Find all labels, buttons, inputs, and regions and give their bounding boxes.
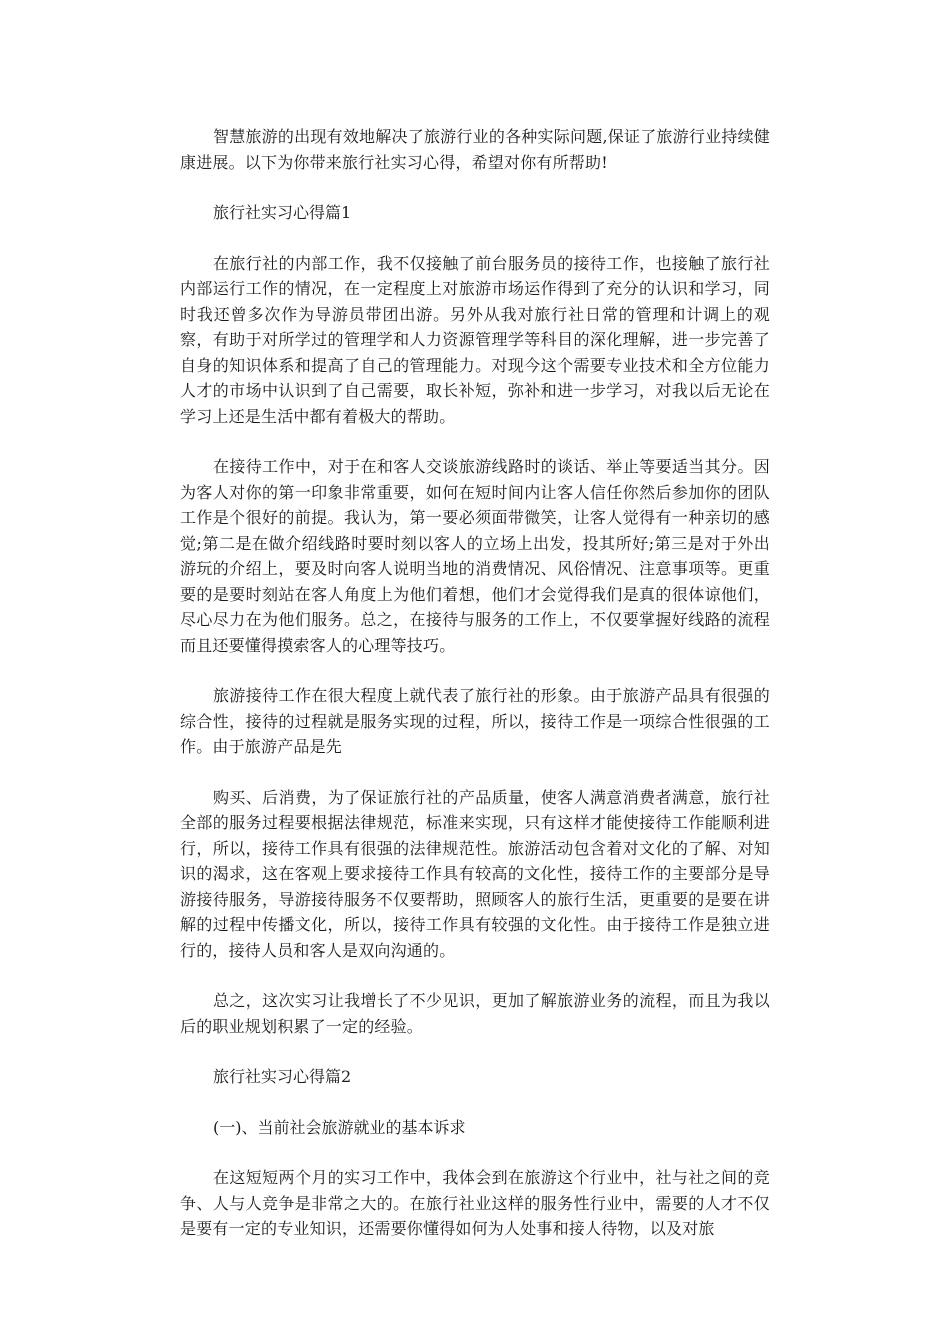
intro-paragraph: 智慧旅游的出现有效地解决了旅游行业的各种实际问题,保证了旅游行业持续健康进展。以下为你带来旅行社实习心得，希望对你有所帮助! bbox=[180, 127, 770, 172]
body-paragraph-1: 在旅行社的内部工作，我不仅接触了前台服务员的接待工作，也接触了旅行社内部运行工作的情况，在一定程度上对旅游市场运作得到了充分的认识和学习，同时我还曾多次作为导游员带团出游。另外从我对旅行社日常的管理和计调上的观察，有助于对所学过的管理学和人力资源管理学等科目的深化理解，进一步完善了自身的知识体系和提高了自己的管理能力。对现今这个需要专业技术和全方位能力人才的市场中认识到了自己需要，取长补短，弥补和进一步学习，对我以后无论在学习上还是生活中都有着极大的帮助。 bbox=[180, 253, 770, 426]
spacer bbox=[180, 226, 770, 251]
section-heading-1: 旅行社实习心得篇1 bbox=[213, 203, 352, 222]
document-page bbox=[180, 124, 770, 1242]
spacer bbox=[180, 429, 770, 454]
spacer bbox=[180, 963, 770, 988]
body-paragraph-4: 购买、后消费，为了保证旅行社的产品质量，使客人满意消费者满意，旅行社全部的服务过程要根据法律规范，标准来实现，只有这样才能使接待工作能顺利进行，所以，接待工作具有很强的法律规范性。旅游活动包含着对文化的了解、对知识的渴求，这在客观上要求接待工作具有较高的文化性，接待工作的主要部分是导游接待服务，导游接待服务不仅要帮助，照顾客人的旅行生活，更重要的是要在讲解的过程中传播文化，所以，接待工作具有较强的文化性。由于接待工作是独立进行的，接待人员和客人是双向沟通的。 bbox=[180, 787, 770, 960]
spacer bbox=[180, 760, 770, 785]
subsection-heading: (一)、当前社会旅游就业的基本诉求 bbox=[213, 1117, 466, 1137]
section-heading-2: 旅行社实习心得篇2 bbox=[213, 1067, 352, 1086]
body-paragraph-6: 在这短短两个月的实习工作中，我体会到在旅游这个行业中，社与社之间的竞争、人与人竞争是非常之大的。在旅行社业这样的服务性行业中，需要的人才不仅是要有一定的专业知识，还需要你懂得如何为人处事和接人待物，以及对旅 bbox=[180, 1168, 770, 1238]
body-paragraph-3: 旅游接待工作在很大程度上就代表了旅行社的形象。由于旅游产品具有很强的综合性，接待的过程就是服务实现的过程，所以，接待工作是一项综合性很强的工作。由于旅游产品是先 bbox=[180, 686, 770, 756]
spacer bbox=[180, 1039, 770, 1064]
spacer bbox=[180, 175, 770, 200]
spacer bbox=[180, 658, 770, 683]
body-paragraph-2: 在接待工作中，对于在和客人交谈旅游线路时的谈话、举止等要适当其分。因为客人对你的第一印象非常重要，如何在短时间内让客人信任你然后参加你的团队工作是个很好的前提。我认为，第一要必须面带微笑，让客人觉得有一种亲切的感觉;第二是在做介绍线路时要时刻以客人的立场上出发，投其所好;第三是对于外出游玩的介绍上，要及时向客人说明当地的消费情况、风俗情况、注意事项等。更重要的是要时刻站在客人角度上为他们着想，他们才会觉得我们是真的很体谅他们，尽心尽力在为他们服务。总之，在接待与服务的工作上，不仅要掌握好线路的流程而且还要懂得摸索客人的心理等技巧。 bbox=[180, 457, 770, 655]
body-paragraph-5: 总之，这次实习让我增长了不少见识，更加了解旅游业务的流程，而且为我以后的职业规划积累了一定的经验。 bbox=[180, 991, 770, 1036]
spacer bbox=[180, 1140, 770, 1165]
spacer bbox=[180, 1090, 770, 1115]
